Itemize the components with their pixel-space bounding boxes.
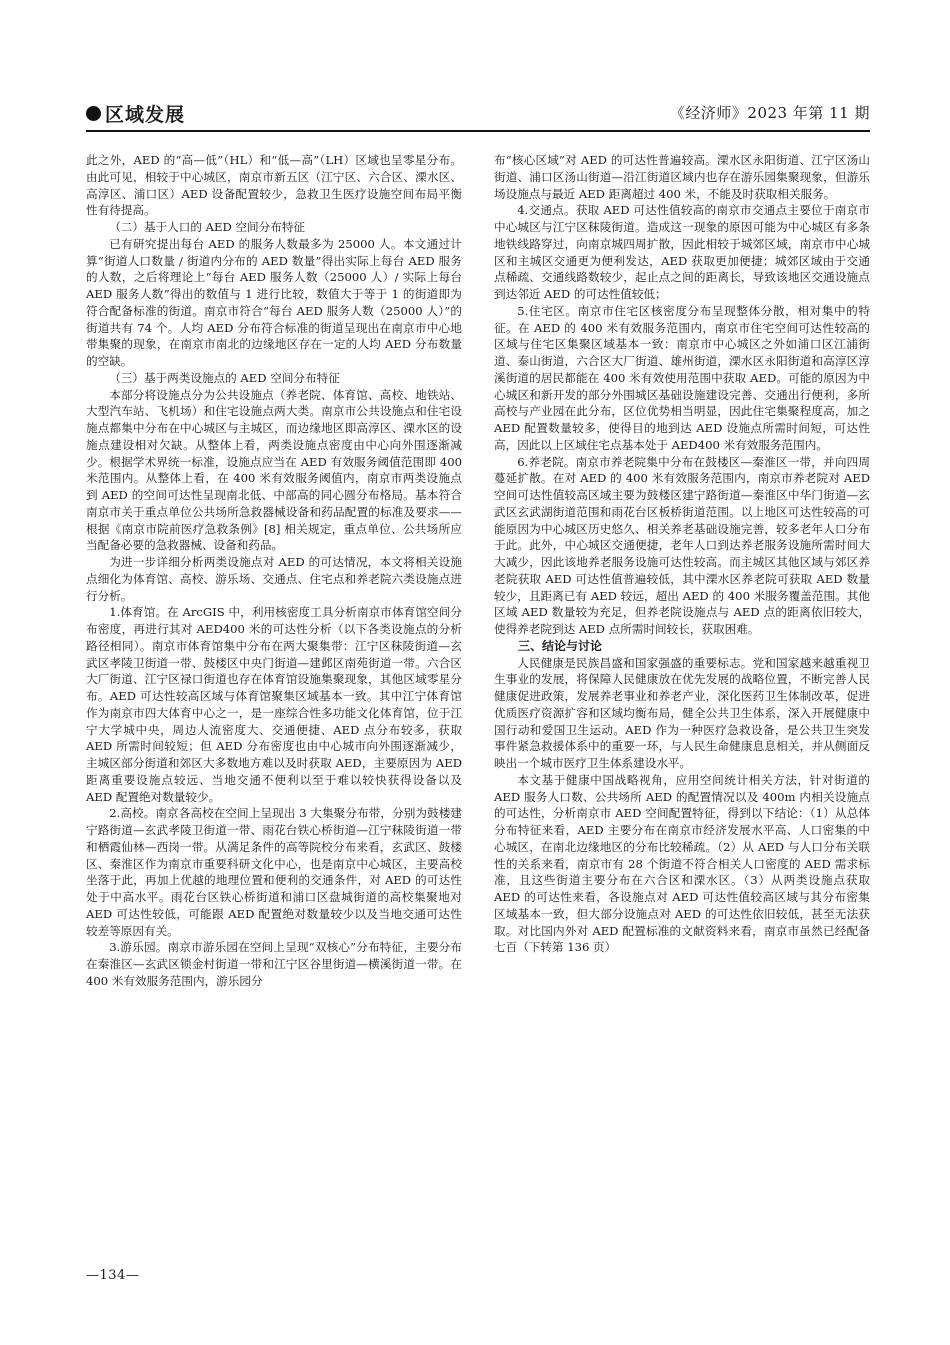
section-heading: 三、结论与讨论 [518, 638, 603, 653]
paragraph: 布“核心区域”对 AED 的可达性普遍较高。溧水区永阳街道、江宁区汤山街道、浦口区汤山街道—沿江街道区域内也存在游乐园集聚现象，但游乐场设施点与最近 AED 距离超过 400 米，不能及时获取相关服务。 [494, 153, 870, 201]
left-column [86, 152, 462, 990]
paragraph: 5.住宅区。南京市住宅区核密度分布呈现整体分散，相对集中的特征。在 AED 的 400 米有效服务范围内，南京市住宅空间可达性较高的区域与住宅区集聚区域基本一致：南京市中心城区之外如浦口区江浦街道、泰山街道，六合区大厂街道、雄州街道，溧水区永阳街道和高淳区淳溪街道的居民都能在 400 米有效使用范围中获取 AED。可能的原因为中心城区和新开发的部分外围城区基础设施建设完善、交通出行便利，多所高校与产业园在此分布，区位优势相当明显，因此住宅集聚程度高，加之 AED 配置数量较多，使得目的地到达 AED 设施点所需时间短，可达性高，因此以上区域住宅点基本处于 AED400 米有效服务范围内。 [494, 303, 870, 452]
paragraph: 2.高校。南京各高校在空间上呈现出 3 大集聚分布带，分别为鼓楼建宁路街道—玄武孝陵卫街道一带、雨花台铁心桥街道—江宁秣陵街道一带和栖霞仙林—西岗一带。从满足条件的高等院校分布来看，玄武区、鼓楼区、秦淮区作为南京市重要科研文化中心，也是南京中心城区，主要高校坐落于此，再加上优越的地理位置和便利的交通条件，对 AED 的可达性处于中高水平。雨花台区铁心桥街道和浦口区盘城街道的高校集聚地对 AED 可达性较低，可能跟 AED 配置绝对数量较少以及当地交通可达性较差等原因有关。 [86, 806, 462, 938]
paragraph: 6.养老院。南京市养老院集中分布在鼓楼区—秦淮区一带，并向四周蔓延扩散。在对 AED 的 400 米有效服务范围内，南京市养老院对 AED 空间可达性值较高区域主要为鼓楼区建宁路街道—秦淮区中华门街道—玄武区玄武湖街道范围和雨花台区板桥街道范围。以上地区可达性较高的可能原因为中心城区历史悠久、相关养老基础设施完善，较多老年人口分布于此。此外，中心城区交通便捷，老年人口到达养老服务设施所需时间大大减少，因此该地养老服务设施可达性较高。而主城区其他区域与郊区养老院获取 AED 可达性值普遍较低，其中溧水区养老院可获取 AED 数量较少，且距离已有 AED 较远，超出 AED 的 400 米服务覆盖范围。其他区域 AED 数量较为充足，但养老院设施点与 AED 点的距离依旧较大，使得养老院到达 AED 点所需时间较长，获取困难。 [494, 454, 870, 636]
right-column [494, 152, 870, 956]
page-number: —134— [86, 1268, 140, 1283]
paragraph: 人民健康是民族昌盛和国家强盛的重要标志。党和国家越来越重视卫生事业的发展，将保障人民健康放在优先发展的战略位置，不断完善人民健康促进政策，发展养老事业和养老产业，深化医药卫生体制改革，促进优质医疗资源扩容和区域均衡布局，健全公共卫生体系，深入开展健康中国行动和爱国卫生运动。AED 作为一种医疗急救设备，是公共卫生突发事件紧急救援体系中的重要一环，与人民生命健康息息相关，并从侧面反映出一个城市医疗卫生体系建设水平。 [494, 655, 870, 770]
page-header [86, 96, 870, 130]
subsection-heading: （三）基于两类设施点的 AED 空间分布特征 [109, 370, 340, 385]
section-title-text: 区域发展 [105, 104, 186, 126]
header-rule [86, 130, 870, 132]
paragraph: 4.交通点。获取 AED 可达性值较高的南京市交通点主要位于南京市中心城区与江宁区秣陵街道。造成这一现象的原因可能为中心城区有多条地铁线路穿过，向南京城四周扩散，因此相较于城郊区域，南京市中心城区和主城区交通更为便利发达，AED 获取更加便捷；城郊区域由于交通点稀疏、交通线路数较少，起止点之间的距离长，导致该地区交通设施点到达邻近 AED 的可达性值较低； [494, 203, 870, 301]
paragraph: 本部分将设施点分为公共设施点（养老院、体育馆、高校、地铁站、大型汽车站、飞机场）和住宅设施点两大类。南京市公共设施点和住宅设施点都集中分布在中心城区与主城区，而边缘地区即高淳区、溧水区的设施点建设相对欠缺。从整体上看，两类设施点密度由中心向外围逐渐减少。根据学术界统一标准，设施点应当在 AED 有效服务阈值范围即 400 米范围内。从整体上看，在 400 米有效服务阈值内，南京市两类设施点到 AED 的空间可达性呈现南北低、中部高的同心圆分布格局。基本符合南京市关于重点单位公共场所急救器械设备和药品配置的标准及要求——根据《南京市院前医疗急救条例》[8] 相关规定，重点单位、公共场所应当配备必要的急救器械、设备和药品。 [86, 387, 462, 553]
journal-issue: 《经济师》2023 年第 11 期 [669, 104, 870, 122]
paragraph: 1.体育馆。在 ArcGIS 中，利用核密度工具分析南京市体育馆空间分布密度，再进行其对 AED400 米的可达性分析（以下各类设施点的分析路径相同）。南京市体育馆集中分布在两大聚集带：江宁区秣陵街道—玄武区孝陵卫街道一带、鼓楼区中央门街道—建邺区南苑街道一带。六合区大厂街道、江宁区禄口街道也存在体育馆设施集聚现象，其他区域零星分布。AED 可达性较高区域与体育馆聚集区域基本一致。其中江宁体育馆作为南京市四大体育中心之一，是一座综合性多功能文化体育馆，位于江宁大学城中央，周边人流密度大、交通便捷、AED 点分布较多，获取 AED 所需时间较短；但 AED 分布密度也由中心城市向外围逐渐减少，主城区部分街道和郊区大多数地方难以及时获取 AED，主要原因为 AED 距离重要设施点较远、当地交通不便利以至于难以较快获得设备以及 AED 配置绝对数量较少。 [86, 605, 462, 804]
paragraph: 3.游乐园。南京市游乐园在空间上呈现“双核心”分布特征，主要分布在秦淮区—玄武区锁金村街道一带和江宁区谷里街道—横溪街道一带。在 400 米有效服务范围内，游乐园分 [86, 940, 462, 988]
paragraph: 已有研究提出每台 AED 的服务人数最多为 25000 人。本文通过计算“街道人口数量 / 街道内分布的 AED 数量”得出实际上每台 AED 服务的人数，之后将理论上“每台 AED 服务人数（25000 人）/ 实际上每台 AED 服务人数”得出的数值与 1 进行比较，数值大于等于 1 的街道即为符合配备标准的街道。南京市符合“每台 AED 服务人数（25000 人）”的街道共有 74 个。人均 AED 分布符合标准的街道呈现出在南京市中心地带集聚的现象，在南京市南北的边缘地区存在一定的人均 AED 分布数量的空缺。 [86, 236, 462, 368]
paragraph: 为进一步详细分析两类设施点对 AED 的可达情况，本文将相关设施点细化为体育馆、高校、游乐场、交通点、住宅点和养老院六类设施点进行分析。 [86, 555, 462, 603]
paragraph: 本文基于健康中国战略视角，应用空间统计相关方法，针对街道的 AED 服务人口数、公共场所 AED 的配置情况以及 400m 内相关设施点的可达性，分析南京市 AED 空间配置特征，得到以下结论：（1）从总体分布特征来看，AED 主要分布在南京市经济发展水平高、人口密集的中心城区，在南北边缘地区的分布比较稀疏。（2）从 AED 与人口分布关联性的关系来看，南京市有 28 个街道不符合相关人口密度的 AED 需求标准，且这些街道主要分布在六合区和溧水区。（3）从两类设施点获取 AED 的可达性来看，各设施点对 AED 可达性值较高区域与其分布密集区域基本一致，但大部分设施点对 AED 的可达性依旧较低，甚至无法获取。对比国内外对 AED 配置标准的文献资料来看，南京市虽然已经配备七百（下转第 136 页） [494, 772, 870, 955]
section-title [86, 100, 185, 127]
paragraph: 此之外，AED 的“高—低”（HL）和“低—高”（LH）区域也呈零星分布。由此可见，相较于中心城区，南京市新五区（江宁区、六合区、溧水区、高淳区、浦口区）AED 设备配置较少，急救卫生医疗设施空间布局平衡性有待提高。 [86, 153, 462, 218]
bullet-icon [86, 106, 101, 121]
subsection-heading: （二）基于人口的 AED 空间分布特征 [109, 220, 306, 234]
